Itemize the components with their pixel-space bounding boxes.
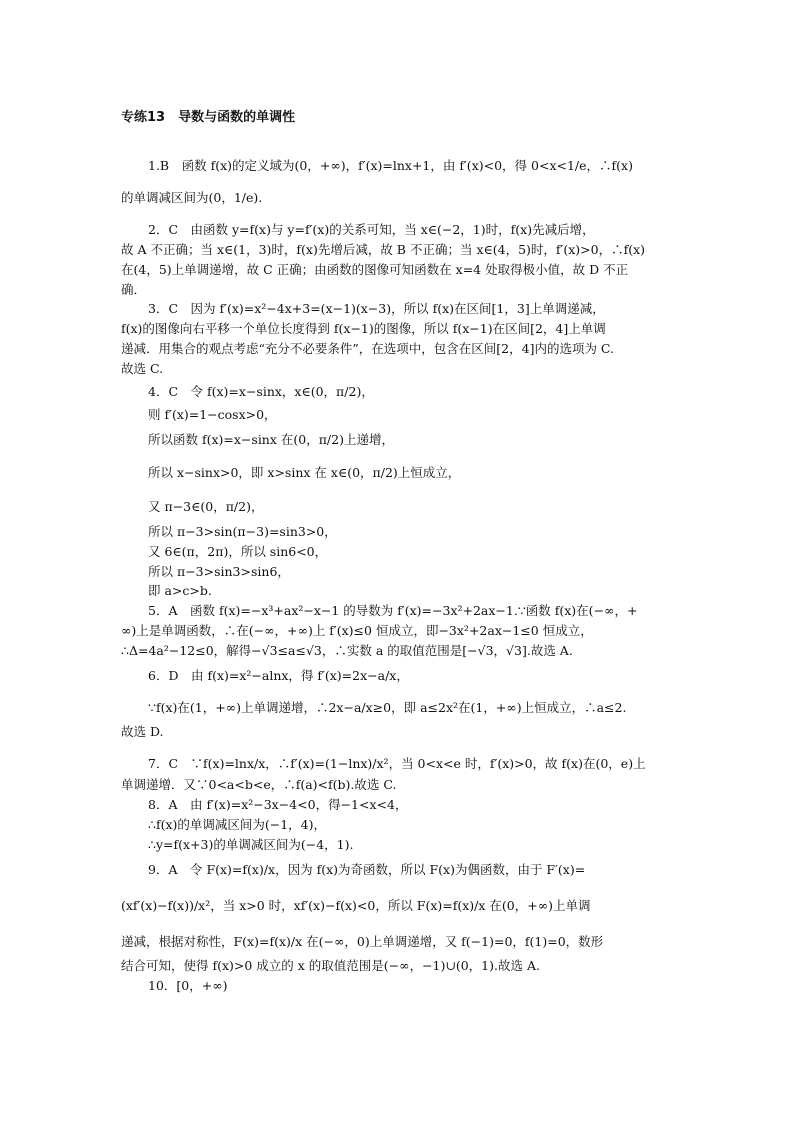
solution-line: 所以 π−3>sin(π−3)=sin3>0，: [148, 524, 337, 539]
solution-line: 3．C 因为 f′(x)=x²−4x+3=(x−1)(x−3)，所以 f(x)在区间[1，3]上单调递减，: [148, 301, 605, 316]
solution-line: 6．D 由 f(x)=x²−alnx，得 f′(x)=2x−a/x，: [148, 668, 409, 683]
solution-line: 所以 x−sinx>0，即 x>sinx 在 x∈(0，π/2)上恒成立，: [148, 465, 461, 480]
solution-line: 递减．用集合的观点考虑“充分不必要条件”，在选项中，包含在区间[2，4]内的选项为 C.: [121, 341, 615, 356]
solution-line: 7．C ∵f(x)=lnx/x，∴f′(x)=(1−lnx)/x²，当 0<x<e 时，f′(x)>0，故 f(x)在(0，e)上: [148, 756, 646, 771]
solution-line: 10．[0，+∞): [148, 978, 228, 993]
solution-line: 2．C 由函数 y=f(x)与 y=f′(x)的关系可知，当 x∈(−2，1)时，f(x)先减后增，: [148, 222, 595, 237]
solution-line: 所以 π−3>sin3>sin6，: [148, 564, 290, 579]
solution-line: 1.B 函数 f(x)的定义域为(0，+∞)，f′(x)=lnx+1，由 f′(x)<0，得 0<x<1/e，∴f(x): [148, 158, 633, 173]
solution-line: 9．A 令 F(x)=f(x)/x，因为 f(x)为奇函数，所以 F(x)为偶函数，由于 F′(x)=: [148, 862, 586, 877]
solution-line: 又 π−3∈(0，π/2)，: [148, 499, 264, 514]
solution-line: 所以函数 f(x)=x−sinx 在(0，π/2)上递增，: [148, 432, 394, 447]
solution-line: 递减，根据对称性，F(x)=f(x)/x 在(−∞，0)上单调递增，又 f(−1)=0，f(1)=0，数形: [121, 934, 604, 949]
solution-line: ∴f(x)的单调减区间为(−1，4)，: [148, 817, 327, 832]
solution-line: 确．: [121, 282, 147, 297]
solution-line: 5．A 函数 f(x)=−x³+ax²−x−1 的导数为 f′(x)=−3x²+2ax−1.∵函数 f(x)在(−∞，+: [148, 603, 638, 618]
solution-line: 在(4，5)上单调递增，故 C 正确；由函数的图像可知函数在 x=4 处取得极小值，故 D 不正: [121, 262, 629, 277]
solution-line: ∵f(x)在(1，+∞)上单调递增，∴2x−a/x≥0，即 a≤2x²在(1，+∞)上恒成立，∴a≤2.: [148, 700, 627, 715]
solution-line: 则 f′(x)=1−cosx>0，: [148, 407, 277, 422]
solution-line: ∴y=f(x+3)的单调减区间为(−4，1).: [148, 837, 354, 852]
solution-line: (xf′(x)−f(x))/x²，当 x>0 时，xf′(x)−f(x)<0，所以 F(x)=f(x)/x 在(0，+∞)上单调: [121, 898, 591, 913]
solution-line: ∴Δ=4a²−12≤0，解得−√3≤a≤√3，∴实数 a 的取值范围是[−√3，√3].故选 A.: [121, 643, 573, 658]
solution-line: 单调递增．又∵0<a<b<e，∴f(a)<f(b).故选 C.: [121, 777, 397, 792]
solution-line: 8．A 由 f′(x)=x²−3x−4<0，得−1<x<4，: [148, 797, 408, 812]
solution-line: ∞)上是单调函数，∴在(−∞，+∞)上 f′(x)≤0 恒成立，即−3x²+2ax−1≤0 恒成立，: [121, 623, 593, 638]
solution-line: f(x)的图像向右平移一个单位长度得到 f(x−1)的图像，所以 f(x−1)在区间[2，4]上单调: [121, 321, 606, 336]
page-title: 专练13 导数与函数的单调性: [121, 110, 296, 125]
solution-line: 结合可知，使得 f(x)>0 成立的 x 的取值范围是(−∞，−1)∪(0，1).故选 A.: [121, 958, 540, 973]
solution-line: 故 A 不正确；当 x∈(1，3)时，f(x)先增后减，故 B 不正确；当 x∈(4，5)时，f′(x)>0，∴f(x): [121, 242, 646, 257]
solution-line: 即 a>c>b.: [148, 583, 212, 598]
solution-line: 故选 C.: [121, 361, 164, 376]
solution-line: 又 6∈(π，2π)，所以 sin6<0，: [148, 544, 328, 559]
solution-line: 故选 D.: [121, 724, 164, 739]
solution-line: 4．C 令 f(x)=x−sinx，x∈(0，π/2)，: [148, 384, 374, 399]
solution-line: 的单调减区间为(0，1/e).: [121, 190, 263, 205]
